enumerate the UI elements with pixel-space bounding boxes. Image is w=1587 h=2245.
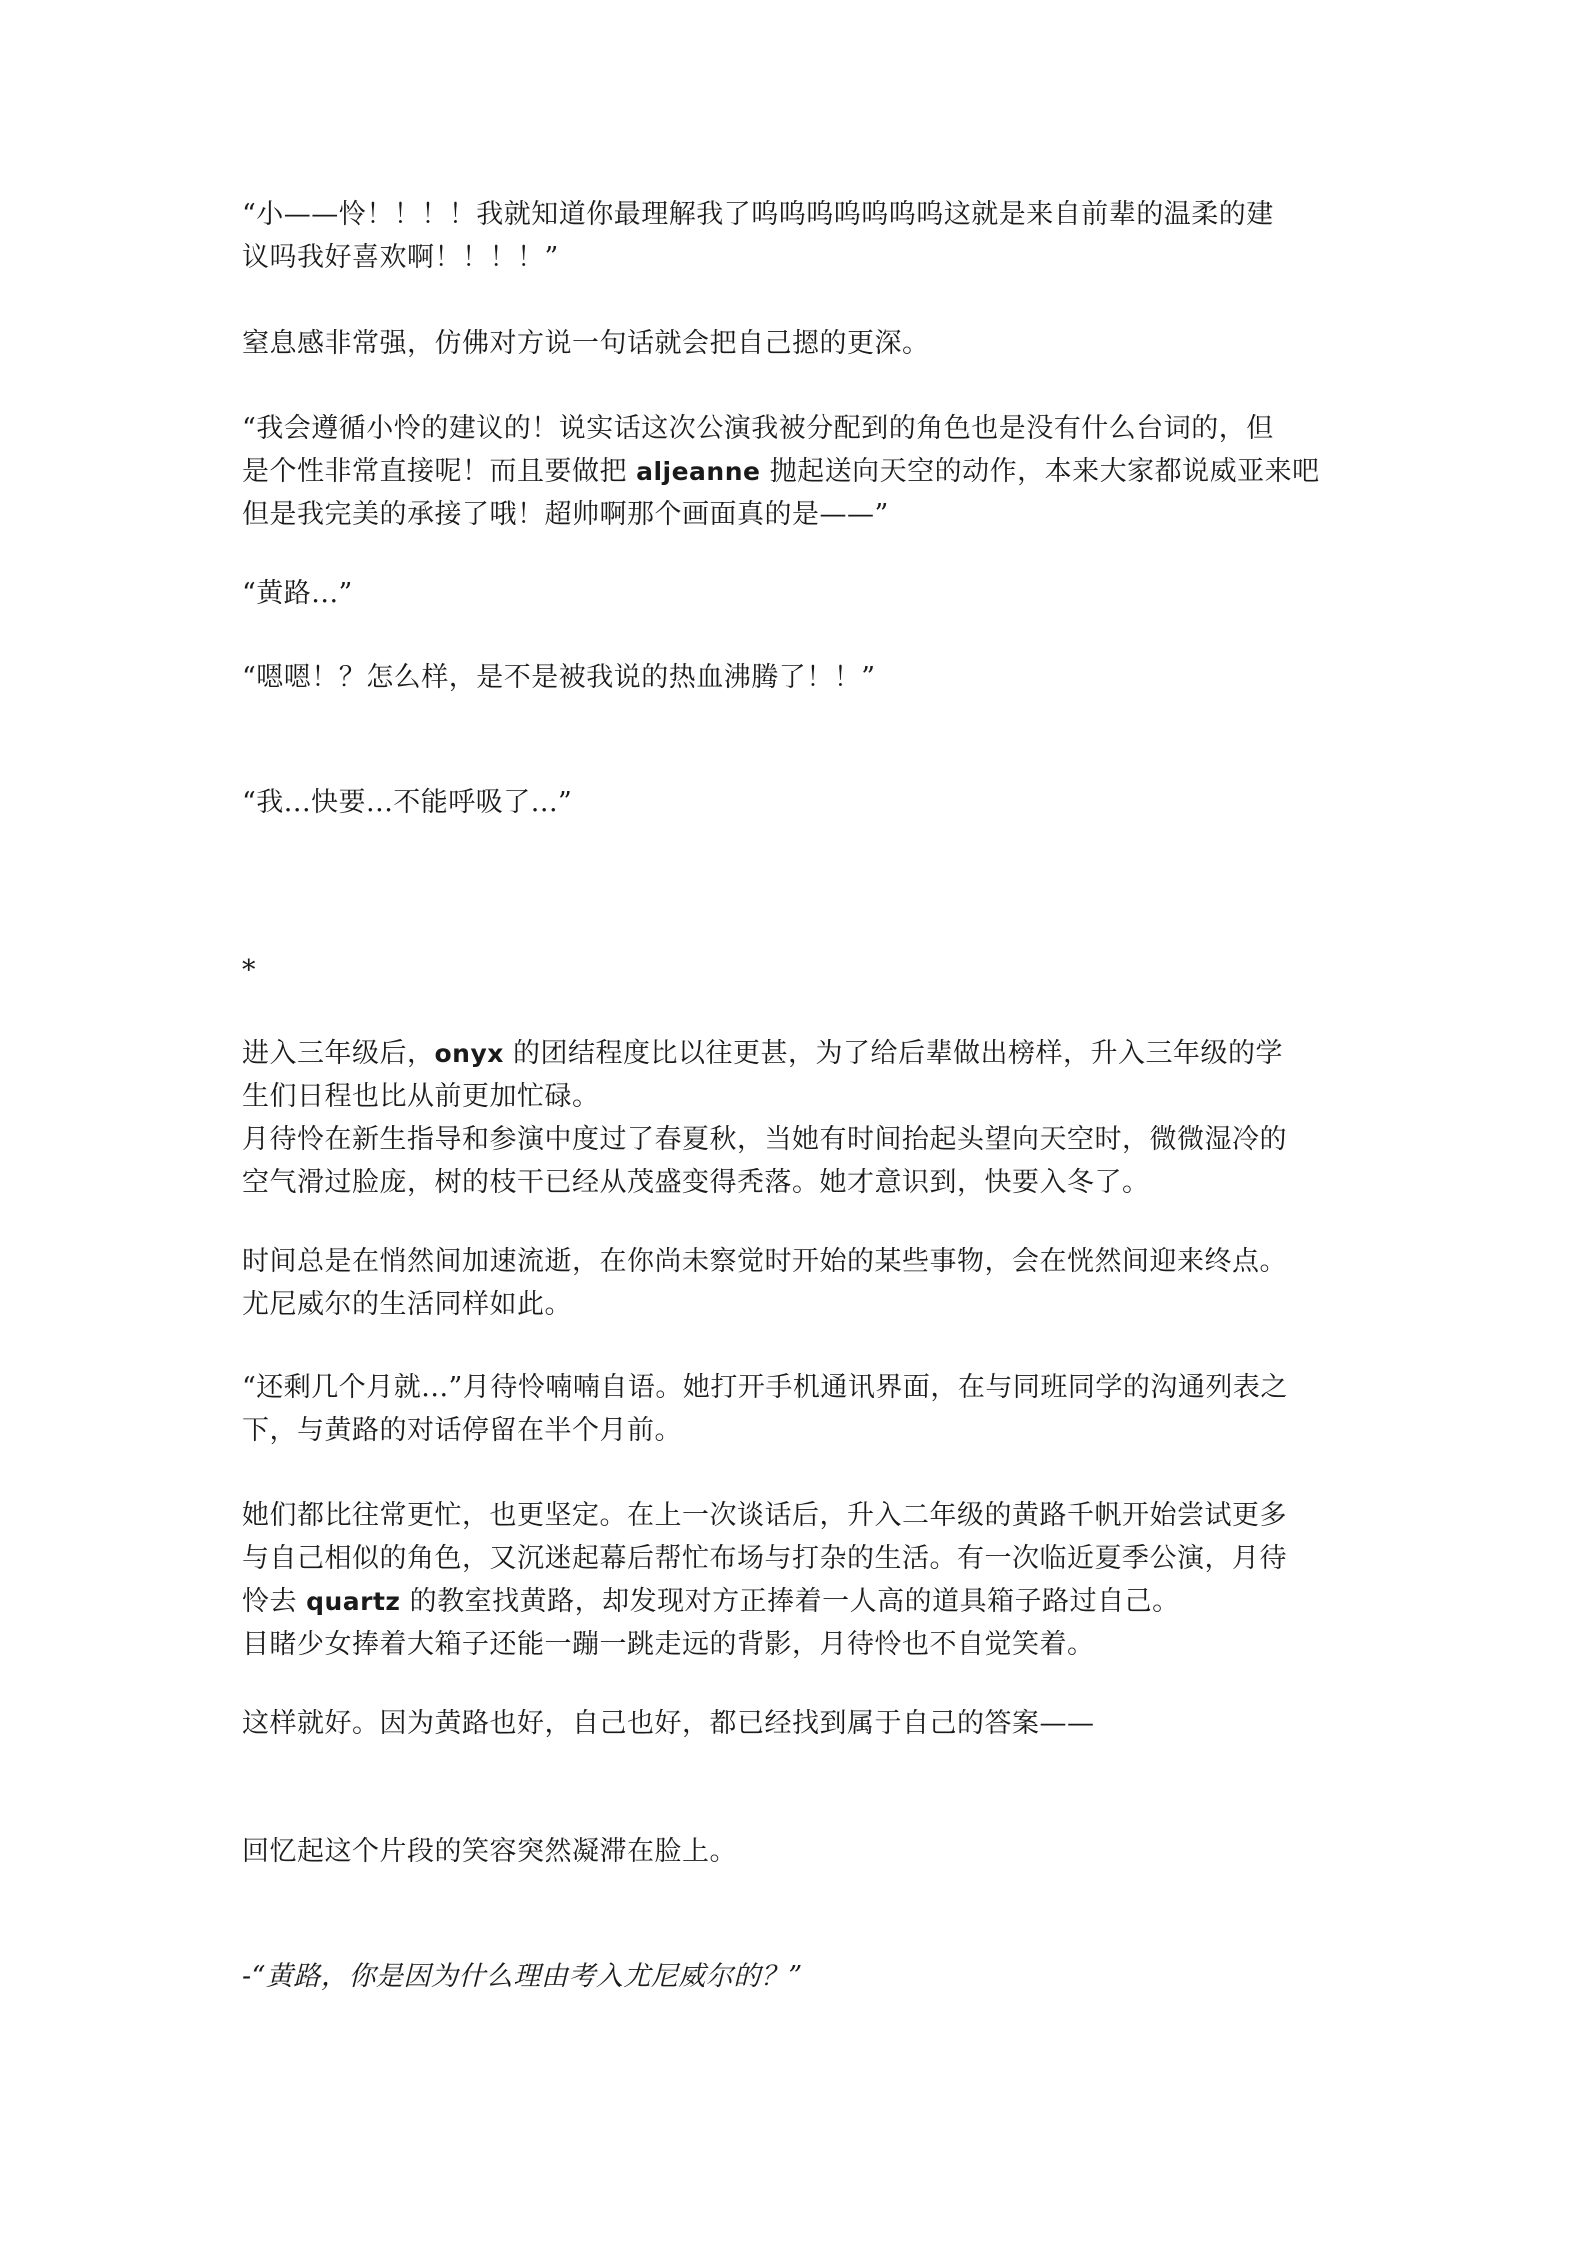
text-line: 尤尼威尔的生活同样如此。 [242, 1289, 572, 1320]
text-line: 空气滑过脸庞，树的枝干已经从茂盛变得秃落。她才意识到，快要入冬了。 [242, 1167, 1150, 1198]
text-line: “还剩几个月就...”月待怜喃喃自语。她打开手机通讯界面，在与同班同学的沟通列表之 [242, 1372, 1288, 1403]
text-line: 目睹少女捧着大箱子还能一蹦一跳走远的背影，月待怜也不自觉笑着。 [242, 1629, 1095, 1660]
text-line: -“黄路，你是因为什么理由考入尤尼威尔的？” [242, 1961, 803, 1992]
text-line: 她们都比往常更忙，也更坚定。在上一次谈话后，升入二年级的黄路千帆开始尝试更多 [242, 1500, 1287, 1531]
inline-latin-word: aljeanne [636, 457, 761, 486]
text-line: “小——怜！！！！我就知道你最理解我了呜呜呜呜呜呜呜这就是来自前辈的温柔的建 [242, 199, 1274, 230]
text-line: 进入三年级后，onyx 的团结程度比以往更甚，为了给后辈做出榜样，升入三年级的学 [242, 1038, 1283, 1069]
section-separator [242, 949, 1352, 992]
text-line: “我会遵循小怜的建议的！说实话这次公演我被分配到的角色也是没有什么台词的，但 [242, 413, 1274, 444]
text-line: * [242, 955, 256, 986]
paragraph-dialogue-4 [242, 656, 1352, 699]
text-line: “黄路...” [242, 578, 353, 609]
paragraph-dialogue-5 [242, 781, 1352, 824]
text-line: 下，与黄路的对话停留在半个月前。 [242, 1415, 682, 1446]
inline-latin-word: onyx [434, 1039, 504, 1068]
paragraph-flashback-quote [242, 1955, 1352, 1998]
paragraph-narration-1 [242, 322, 1352, 365]
text-line: 怜去 quartz 的教室找黄路，却发现对方正捧着一人高的道具箱子路过自己。 [242, 1586, 1180, 1617]
paragraph-narration-2 [242, 1032, 1352, 1204]
text-line: 时间总是在悄然间加速流逝，在你尚未察觉时开始的某些事物，会在恍然间迎来终点。 [242, 1246, 1287, 1277]
paragraph-narration-3 [242, 1240, 1352, 1326]
paragraph-dialogue-2 [242, 407, 1352, 536]
paragraph-dialogue-1 [242, 193, 1352, 279]
text-line: 月待怜在新生指导和参演中度过了春夏秋，当她有时间抬起头望向天空时，微微湿冷的 [242, 1124, 1287, 1155]
text-line: 与自己相似的角色，又沉迷起幕后帮忙布场与打杂的生活。有一次临近夏季公演，月待 [242, 1543, 1287, 1574]
paragraph-narration-7 [242, 1830, 1352, 1873]
paragraph-narration-4 [242, 1366, 1352, 1452]
text-line: “嗯嗯！？怎么样，是不是被我说的热血沸腾了！！” [242, 662, 876, 693]
text-line: 议吗我好喜欢啊！！！！” [242, 242, 559, 273]
text-line: 回忆起这个片段的笑容突然凝滞在脸上。 [242, 1836, 737, 1867]
text-line: 生们日程也比从前更加忙碌。 [242, 1081, 600, 1112]
text-line: 这样就好。因为黄路也好，自己也好，都已经找到属于自己的答案—— [242, 1708, 1095, 1739]
text-line: 但是我完美的承接了哦！超帅啊那个画面真的是——” [242, 499, 889, 530]
paragraph-narration-5 [242, 1494, 1352, 1666]
text-line: 是个性非常直接呢！而且要做把 aljeanne 抛起送向天空的动作，本来大家都说威亚来吧 [242, 456, 1320, 487]
paragraph-narration-6 [242, 1702, 1352, 1745]
inline-latin-word: quartz [306, 1587, 401, 1616]
text-line: “我...快要...不能呼吸了...” [242, 787, 573, 818]
paragraph-dialogue-3 [242, 572, 1352, 615]
text-line: 窒息感非常强，仿佛对方说一句话就会把自己摁的更深。 [242, 328, 930, 359]
